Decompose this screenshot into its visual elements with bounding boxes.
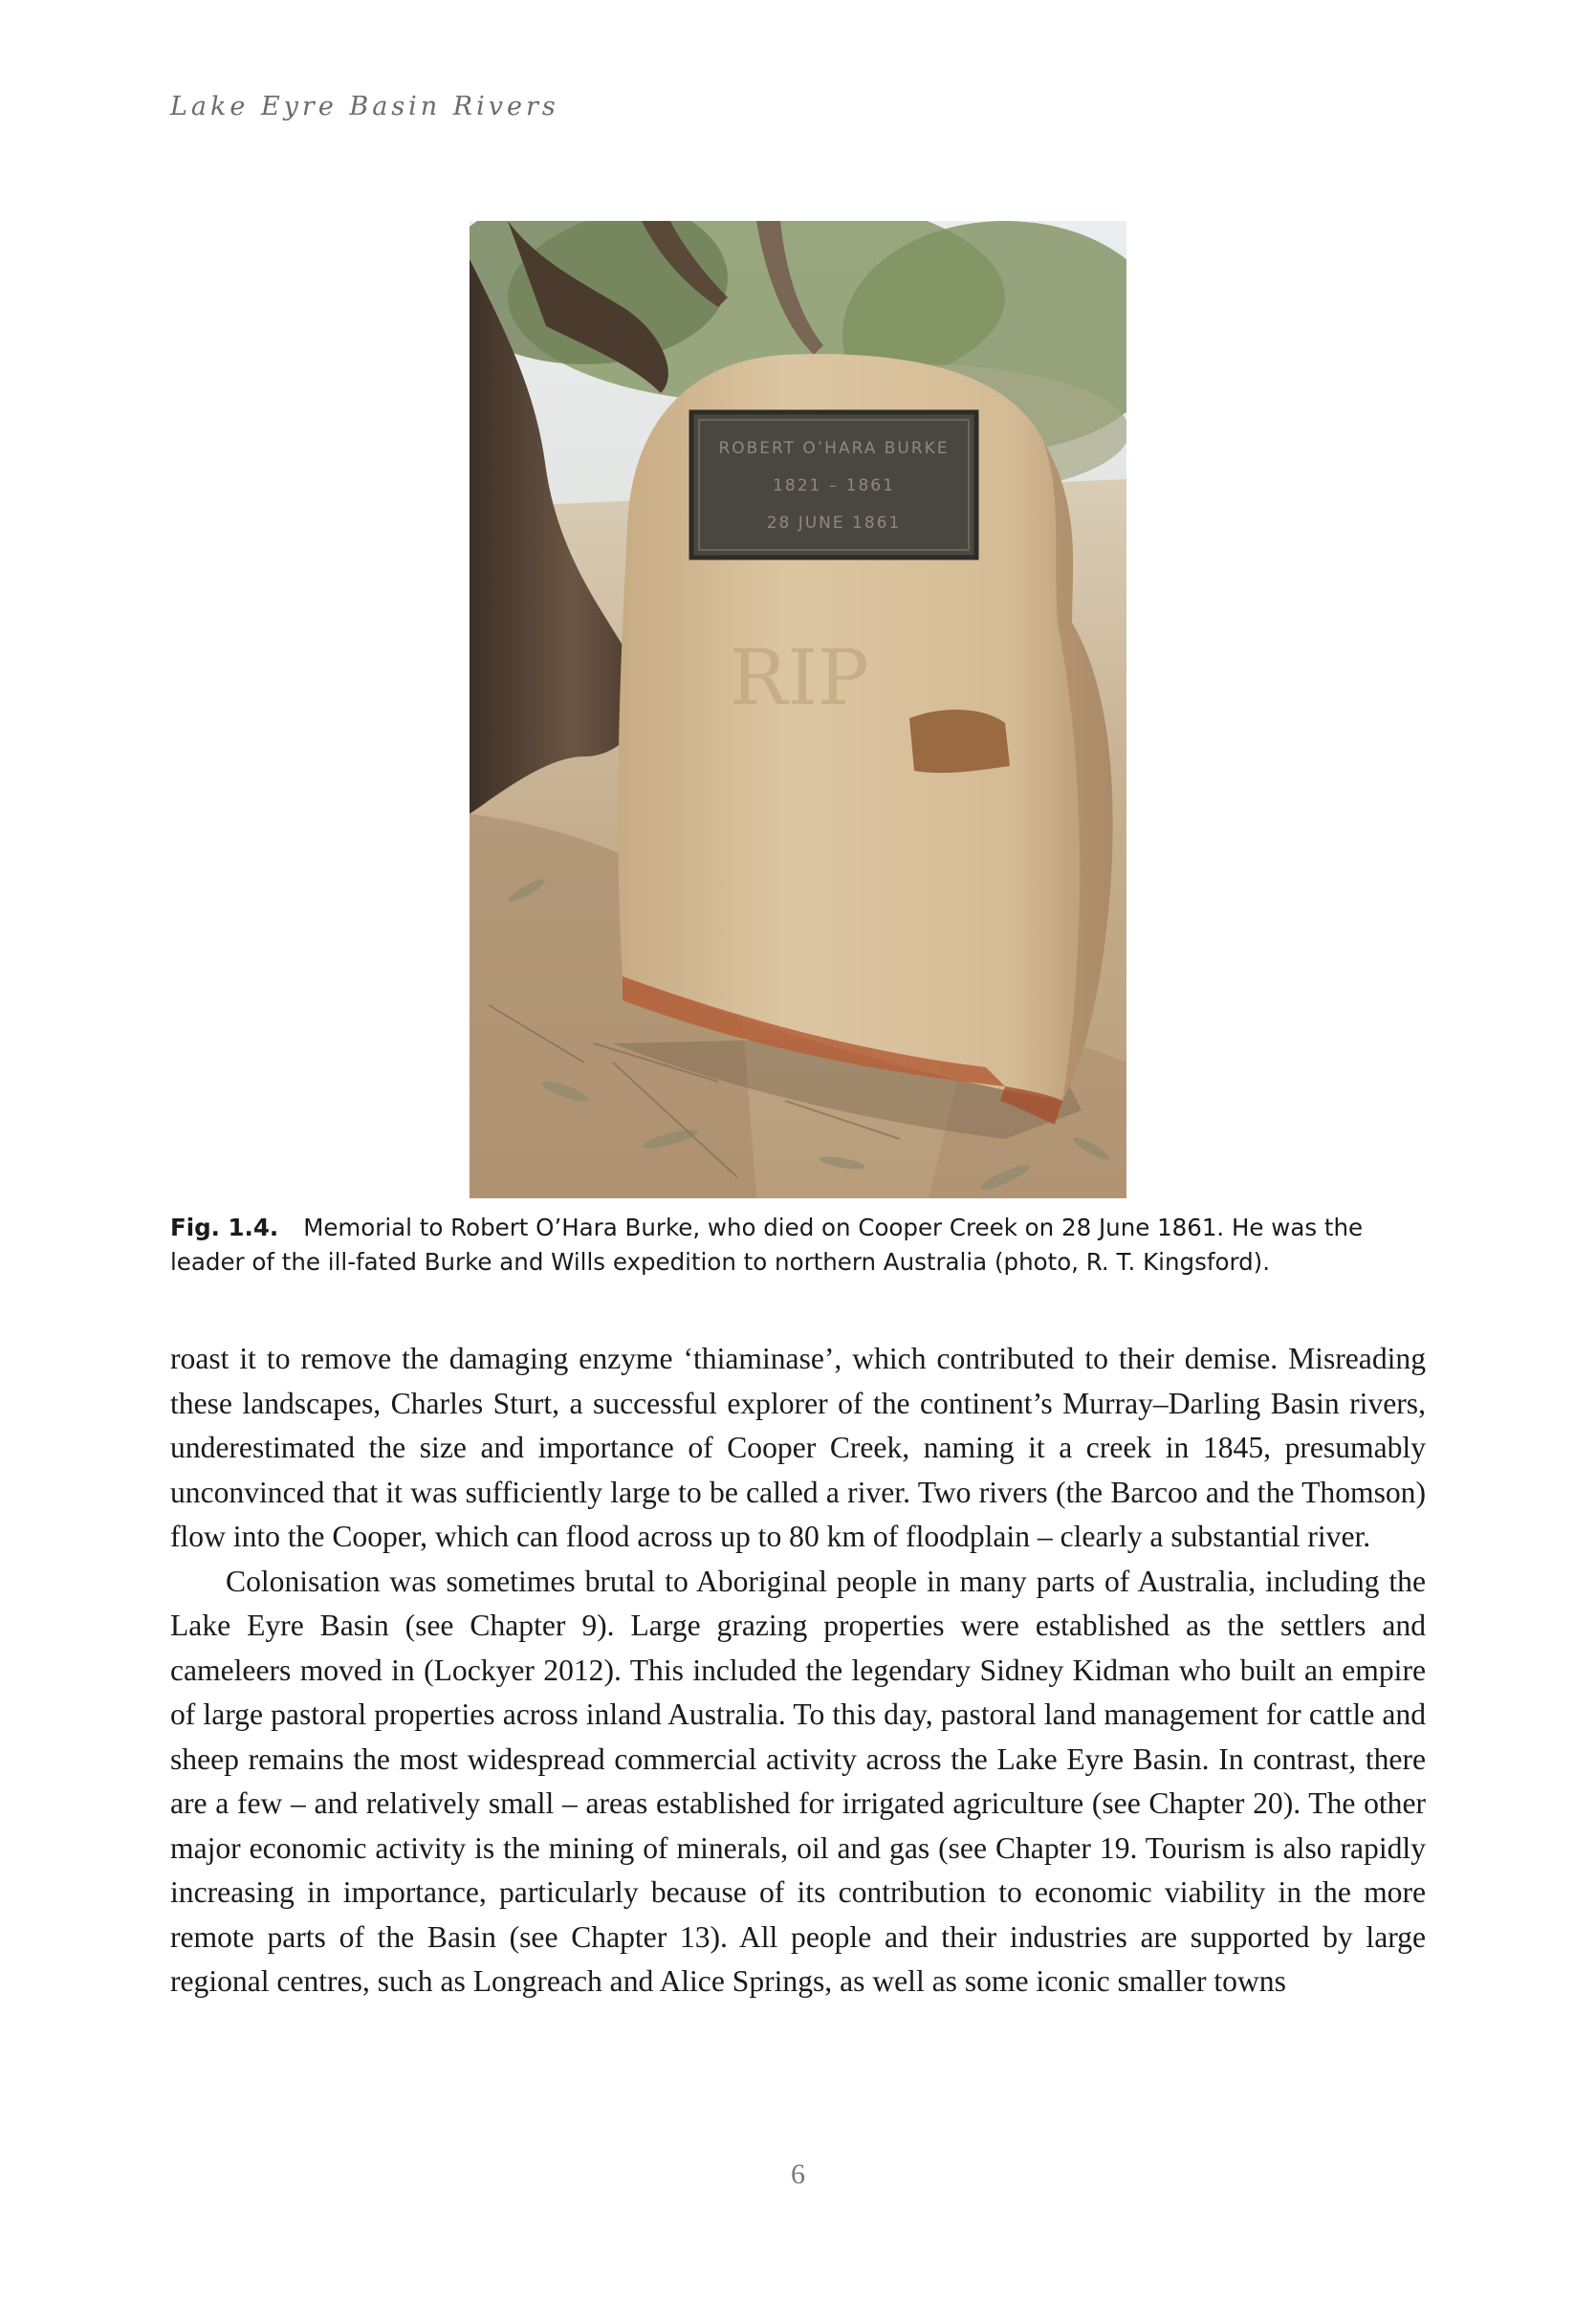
paragraph: Colonisation was sometimes brutal to Aboriginal people in many parts of Australia, including the Lake Eyre Basin (see Chapter 9). Large grazing properties were established as the settlers and cameleers moved in (Lockyer 2012). This included the legendary Sidney Kidman who built an empire of large pastoral properties across inland Australia. To this day, pastoral land management for cattle and sheep remains the most widespread commercial activity across the Lake Eyre Basin. In contrast, there are a few – and relatively small – areas established for irrigated agriculture (see Chapter 20). The other major economic activity is the mining of minerals, oil and gas (see Chapter 19. Tourism is also rapidly increasing in importance, particularly because of its contribution to economic viability in the more remote parts of the Basin (see Chapter 13). All people and their industries are supported by large regional centres, such as Longreach and Alice Springs, as well as some iconic smaller towns — [170, 1564, 1426, 1998]
carved-rip: RIP — [730, 633, 869, 722]
plaque-line-2: 1821 – 1861 — [773, 476, 895, 495]
plaque-line-3: 28 JUNE 1861 — [766, 514, 902, 533]
running-head: Lake Eyre Basin Rivers — [170, 92, 559, 121]
body-text — [170, 1337, 1426, 2004]
figure-caption-text: Memorial to Robert O’Hara Burke, who died on Cooper Creek on 28 June 1861. He was the leader of the ill-fated Burke and Wills expedition to northern Australia (photo, R. T. Kingsford). — [170, 1214, 1364, 1276]
memorial-photo — [470, 221, 1126, 1198]
figure-label: Fig. 1.4. — [170, 1214, 279, 1241]
memorial-photo-illustration — [470, 221, 1126, 1198]
page-number: 6 — [791, 2158, 805, 2190]
plaque-line-1: ROBERT O’HARA BURKE — [718, 439, 950, 458]
paragraph: roast it to remove the damaging enzyme ‘thiaminase’, which contributed to their demise. Misreading these landscapes, Charles Sturt, a successful explorer of the continent’s Murray–Darling Basin rivers, underestimated the size and importance of Cooper Creek, naming it a creek in 1845, presumably unconvinced that it was sufficiently large to be called a river. Two rivers (the Barcoo and the Thomson) flow into the Cooper, which can flood across up to 80 km of floodplain – clearly a substantial river. — [170, 1342, 1426, 1553]
figure-caption — [170, 1211, 1432, 1280]
